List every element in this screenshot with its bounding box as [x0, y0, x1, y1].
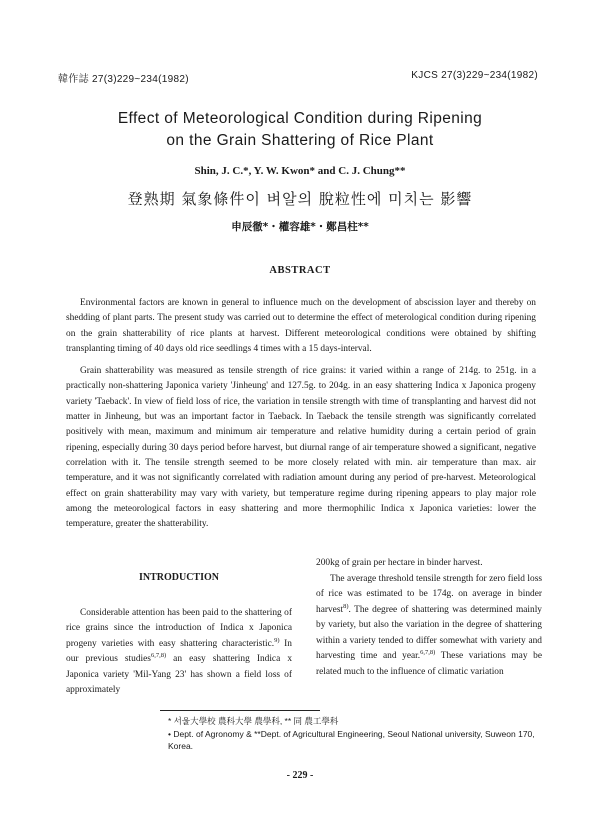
footnote-korean-affiliation: * 서울大學校 農科大學 農學科, ** 同 農工學科: [168, 716, 339, 726]
intro-text: Considerable attention has been paid to the shattering of rice grains since the introduction of Indica x Japonica progeny varieties with easy shattering characteristic.: [66, 607, 292, 649]
intro-continuation: 200kg of grain per hectare in binder harvest.: [316, 558, 483, 568]
intro-paragraph-2: [316, 572, 542, 681]
abstract-body: [66, 296, 536, 539]
paper-title: [0, 108, 600, 152]
title-line-2: on the Grain Shattering of Rice Plant: [166, 132, 434, 149]
footnote-english-affiliation: • Dept. of Agronomy & **Dept. of Agricultural Engineering, Seoul National university, Suweon 170, Korea.: [168, 729, 535, 751]
journal-header-korean: 韓作誌 27(3)229~234(1982): [58, 74, 189, 85]
right-column: [316, 556, 542, 680]
abstract-heading: ABSTRACT: [269, 265, 331, 276]
intro-text: The average threshold tensile strength for zero field loss of rice was estimated to be 174g. on average in binder harvest: [316, 573, 542, 615]
title-line-1: Effect of Meteorological Condition during Ripening: [117, 110, 483, 127]
footnote-divider: [160, 710, 320, 711]
korean-title: 登熟期 氣象條件이 벼알의 脫粒性에 미치는 影響: [127, 190, 473, 208]
korean-author-list: 申辰徹*・權容雄*・鄭昌柱**: [231, 221, 369, 233]
abstract-paragraph-1: Environmental factors are known in general to influence much on the development of abscission layer and thereby on shedding of plant parts. The present study was carried out to determine the effect of meterological condition during ripening on the grain shatterability of rice plants at harvest. Different meteorological conditions were obtained by shifting transplanting timing of 40 days old rice seedlings 4 times with a 15 days-interval.: [66, 298, 536, 354]
left-column: [66, 548, 292, 699]
citation-ref: 6,7,8): [150, 651, 167, 659]
intro-text: In our previous studies: [66, 638, 292, 664]
author-list: Shin, J. C.*, Y. W. Kwon* and C. J. Chung**: [194, 165, 406, 177]
abstract-paragraph-2: Grain shatterability was measured as tensile strength of rice grains: it varied within a range of 214g. to 251g. in a practically non-shattering Japonica variety 'Jinheung' and 127.5g. to 204g. in an easy shattering Indica x Japonica progeny variety 'Taeback'. In view of field loss of rice, the variation in tensile strength with time of transplanting and harvest did not matter in Jinheung, but was an important factor in Taeback. In Taeback the tensile strength was significantly correlated positively with mean, maximum and minimum air temperature and relative humidity during a certain period of grain ripening, especially during 30 days period before harvest, but diurnal range of air temperature showed a significant, negative correlation with it. The tensile strength seemed to be more closely related with min. air temperature than max. air temperature, and it was not significantly correlated with radiation amount during any period of pre-harvest. Meteorological effect on grain shatterability may vary with variety, but temperature regime during ripening appears to play major role among the meteorological factors in easy shattering and more thermophilic Indica x Japonica varieties: lower the temperature, greater the shatterability.: [66, 366, 536, 530]
page-number: - 229 -: [286, 770, 314, 781]
intro-paragraph-1: [66, 606, 292, 699]
citation-ref: 9): [274, 636, 280, 644]
intro-text: an easy shattering Indica x Japonica variety 'Mil-Yang 23' has shown a field loss of approximately: [66, 654, 293, 695]
introduction-heading: INTRODUCTION: [138, 572, 219, 583]
citation-ref: 6,7,8): [420, 648, 436, 656]
journal-header-english: KJCS 27(3)229~234(1982): [411, 70, 538, 81]
intro-text: These variations may be related much to the influence of climatic variation: [316, 651, 542, 677]
citation-ref: 8): [343, 602, 349, 610]
intro-text: . The degree of shattering was determined mainly by variety, but also the variation in the degree of shattering within a variety tended to differ somewhat with variety and harvesting time and year.: [316, 604, 542, 661]
